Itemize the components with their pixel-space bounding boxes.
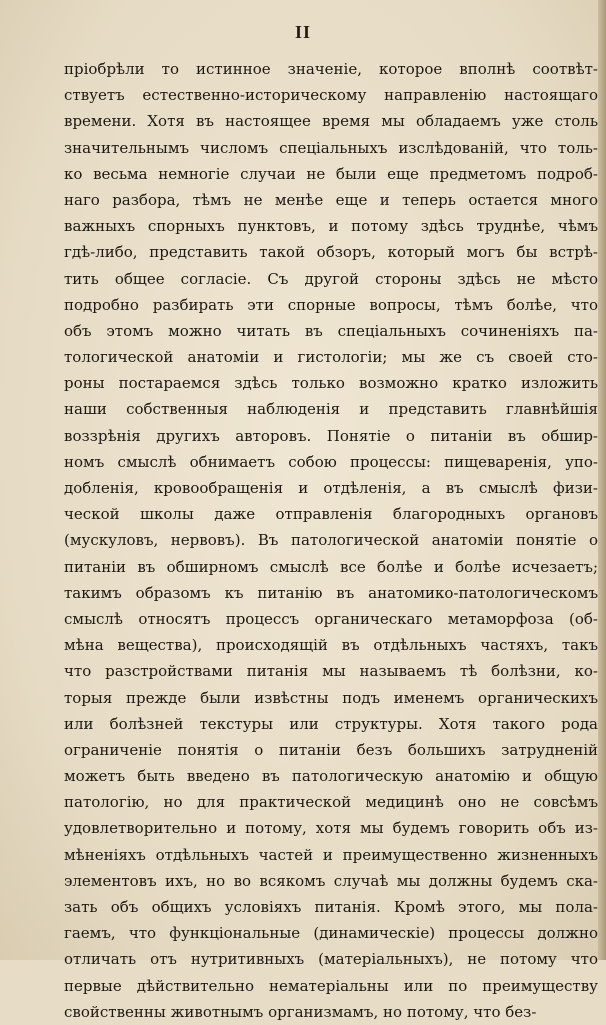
text-line: ко весьма немногіе случаи не были еще предметомъ подроб- [64,164,598,183]
text-line: питаніи въ обширномъ смыслѣ все болѣе и болѣе исчезаетъ; [64,557,598,576]
text-line: элементовъ ихъ, но во всякомъ случаѣ мы должны будемъ ска- [64,871,598,890]
page-number: II [294,22,311,42]
text-line: наши собственныя наблюденія и представить главнѣйшія [64,400,598,419]
text-line: можетъ быть введено въ патологическую анатомію и общую [64,767,598,786]
text-line: зать объ общихъ условіяхъ питанія. Кромѣ этого, мы пола- [64,898,598,916]
text-line: ствуетъ естественно-историческому направленію настоящаго [64,86,598,105]
text-line: пріобрѣли то истинное значеніе, которое вполнѣ соотвѣт- [64,60,598,78]
text-line: тологической анатоміи и гистологіи; мы же съ своей сто- [64,348,598,367]
text-line: номъ смыслѣ обнимаетъ собою процессы: пищеваренія, упо- [64,452,598,471]
text-line: важныхъ спорныхъ пунктовъ, и потому здѣсь труднѣе, чѣмъ [64,217,598,236]
text-line: роны постараемся здѣсь только возможно кратко изложить [64,374,598,393]
text-line: патологію, но для практической медицинѣ оно не совсѣмъ [64,793,598,812]
text-line: гдѣ-либо, представить такой обзоръ, который могъ бы встрѣ- [64,243,598,262]
text-line: смыслѣ относятъ процессъ органическаго метаморфоза (об- [64,609,598,628]
text-line: воззрѣнія другихъ авторовъ. Понятіе о питаніи въ обшир- [64,426,598,445]
text-line: объ этомъ можно читать въ спеціальныхъ сочиненіяхъ па- [64,321,598,340]
text-line: что разстройствами питанія мы называемъ тѣ болѣзни, ко- [64,662,598,681]
text-line: такимъ образомъ къ питанію въ анатомико-патологическомъ [64,583,598,602]
text-line: гаемъ, что функціональные (динамическіе) процессы должно [64,924,598,943]
text-line: ограниченіе понятія о питаніи безъ большихъ затрудненій [64,740,598,759]
text-line: тить общее согласіе. Съ другой стороны здѣсь не мѣсто [64,269,598,288]
text-line: подробно разбирать эти спорные вопросы, тѣмъ болѣе, что [64,295,598,314]
text-line: мѣненіяхъ отдѣльныхъ частей и преимущественно жизненныхъ [64,845,598,864]
text-line: удовлетворительно и потому, хотя мы будемъ говорить объ из- [64,819,598,838]
body-text [64,56,598,1025]
text-line: ческой школы даже отправленія благородныхъ органовъ [64,505,598,524]
text-line: или болѣзней текстуры или структуры. Хотя такого рода [64,714,598,733]
text-line: мѣна вещества), происходящій въ отдѣльныхъ частяхъ, такъ [64,636,598,655]
text-line: наго разбора, тѣмъ не менѣе еще и теперь остается много [64,190,598,209]
text-line: добленія, кровообращенія и отдѣленія, а въ смыслѣ физи- [64,479,598,497]
text-line: первые дѣйствительно нематеріальны или по преимуществу [64,976,598,995]
text-line: торыя прежде были извѣстны подъ именемъ органическихъ [64,688,598,707]
text-line: свойственны животнымъ организмамъ, но потому, что без- [64,1002,537,1021]
page-edge-shadow [598,0,606,960]
text-line: отличать отъ нутритивныхъ (матеріальныхъ), не потому что [64,950,598,969]
text-line: (мускуловъ, нервовъ). Въ патологической анатоміи понятіе о [64,531,598,550]
text-line: времени. Хотя въ настоящее время мы обладаемъ уже столь [64,112,598,131]
text-line: значительнымъ числомъ спеціальныхъ изслѣдованій, что толь- [64,138,598,157]
